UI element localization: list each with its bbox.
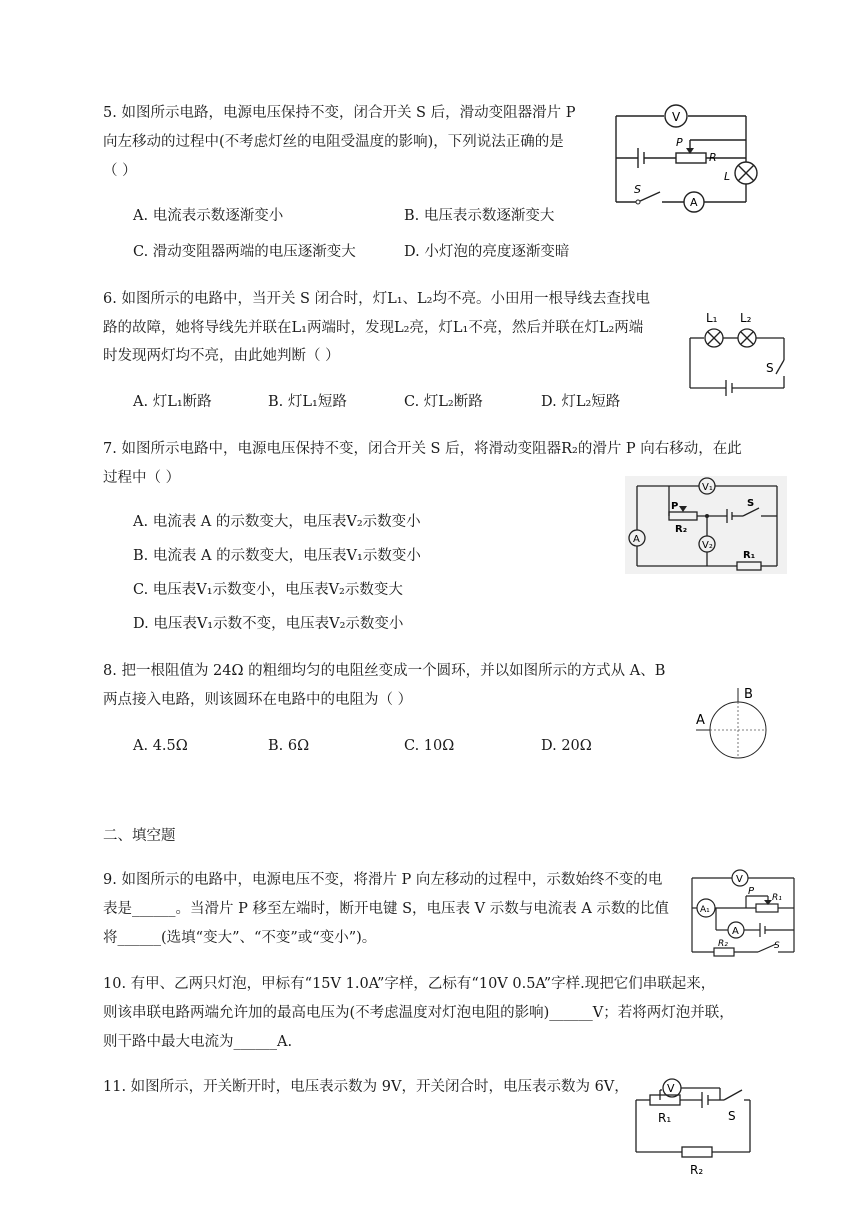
q9-line-2: 表是______。当滑片 P 移至左端时，断开电键 S，电压表 V 示数与电流表 A 示数的比值 (103, 901, 669, 917)
q7-fig-p: P (671, 501, 679, 512)
q8-fig-a: A (696, 713, 705, 728)
q10-line-1: 10. 有甲、乙两只灯泡，甲标有“15V 1.0A”字样，乙标有“10V 0.5A”字样.现把它们串联起来， (103, 976, 716, 992)
q5-circuit-figure (606, 98, 766, 218)
q5-option-d[interactable]: D. 小灯泡的亮度逐渐变暗 (404, 244, 570, 260)
q9-fig-r2: R₂ (718, 939, 728, 949)
q7-line-1: 7. 如图所示电路中，电源电压保持不变，闭合开关 S 后，将滑动变阻器R₂的滑片 P 向右移动，在此 (103, 441, 742, 457)
q9-line-3: 将______(选填“变大”、“不变”或“变小”)。 (103, 930, 377, 946)
q10-line-3: 则干路中最大电流为______A. (103, 1034, 293, 1050)
q6-fig-l2: L₂ (740, 311, 752, 325)
q7-option-b[interactable]: B. 电流表 A 的示数变大，电压表V₁示数变小 (133, 548, 421, 564)
q7-fig-r2: R₂ (675, 524, 688, 535)
q6-fig-s: S (766, 361, 774, 375)
q11-fig-s: S (728, 1109, 736, 1123)
q9-fig-a1: A₁ (700, 905, 710, 915)
q8-ring-figure (692, 684, 784, 760)
q5-fig-l: L (724, 170, 731, 183)
q7-line-2: 过程中（ ） (103, 470, 181, 486)
q7-option-d[interactable]: D. 电压表V₁示数不变，电压表V₂示数变小 (133, 616, 404, 632)
q8-fig-b: B (744, 687, 753, 702)
q6-line-3: 时发现两灯均不亮，由此她判断（ ） (103, 348, 340, 364)
q5-option-a[interactable]: A. 电流表示数逐渐变小 (133, 208, 284, 224)
q5-fig-v: V (672, 110, 681, 124)
q7-fig-s: S (747, 498, 755, 509)
q9-fig-r1: R₁ (772, 893, 782, 903)
q9-fig-a: A (732, 926, 739, 937)
q6-fig-l1: L₁ (706, 311, 718, 325)
q5-option-c[interactable]: C. 滑动变阻器两端的电压逐渐变大 (133, 244, 356, 260)
section-2-title: 二、填空题 (103, 828, 176, 844)
q5-line-3: （ ） (103, 163, 137, 179)
q9-fig-v: V (736, 874, 743, 885)
q5-fig-s: S (634, 183, 641, 196)
q8-option-a[interactable]: A. 4.5Ω (133, 738, 188, 754)
q6-line-2: 路的故障，她将导线先并联在L₁两端时，发现L₂亮，灯L₁不亮，然后并联在灯L₂两端 (103, 320, 644, 336)
q8-option-d[interactable]: D. 20Ω (541, 738, 592, 754)
q5-line-1: 5. 如图所示电路，电源电压保持不变，闭合开关 S 后，滑动变阻器滑片 P (103, 105, 576, 121)
q8-line-1: 8. 把一根阻值为 24Ω 的粗细均匀的电阻丝变成一个圆环，并以如图所示的方式从 A、B (103, 663, 666, 679)
q9-fig-s: S (774, 941, 780, 951)
q6-option-d[interactable]: D. 灯L₂短路 (541, 394, 621, 410)
q6-option-b[interactable]: B. 灯L₁短路 (268, 394, 347, 410)
q7-option-c[interactable]: C. 电压表V₁示数变小，电压表V₂示数变大 (133, 582, 403, 598)
q11-fig-v: V (667, 1082, 675, 1095)
q7-circuit-figure (625, 476, 787, 574)
q6-line-1: 6. 如图所示的电路中，当开关 S 闭合时，灯L₁、L₂均不亮。小田用一根导线去查找电 (103, 291, 650, 307)
q5-fig-r: R (709, 151, 717, 164)
q5-line-2: 向左移动的过程中(不考虑灯丝的电阻受温度的影响)，下列说法正确的是 (103, 134, 564, 150)
q5-option-b[interactable]: B. 电压表示数逐渐变大 (404, 208, 555, 224)
q6-circuit-figure (684, 302, 794, 398)
q11-fig-r1: R₁ (658, 1111, 672, 1125)
q5-fig-p: P (676, 136, 683, 149)
q7-fig-v2: V₂ (702, 540, 713, 551)
q8-option-b[interactable]: B. 6Ω (268, 738, 310, 754)
q9-fig-p: P (748, 886, 755, 897)
q9-line-1: 9. 如图所示的电路中，电源电压不变，将滑片 P 向左移动的过程中，示数始终不变的电 (103, 872, 663, 888)
q8-line-2: 两点接入电路，则该圆环在电路中的电阻为（ ） (103, 692, 413, 708)
q7-fig-v1: V₁ (702, 482, 713, 493)
q11-fig-r2: R₂ (690, 1163, 704, 1177)
q7-fig-a: A (633, 534, 640, 545)
q11-line-1: 11. 如图所示，开关断开时，电压表示数为 9V，开关闭合时，电压表示数为 6V， (103, 1079, 629, 1095)
q6-option-a[interactable]: A. 灯L₁断路 (133, 394, 212, 410)
q11-circuit-figure (630, 1074, 760, 1178)
q10-line-2: 则该串联电路两端允许加的最高电压为(不考虑温度对灯泡电阻的影响)______V；若将两灯泡并联， (103, 1005, 734, 1021)
q6-option-c[interactable]: C. 灯L₂断路 (404, 394, 483, 410)
q8-option-c[interactable]: C. 10Ω (404, 738, 455, 754)
q5-fig-a: A (690, 196, 698, 209)
q7-fig-r1: R₁ (743, 550, 756, 561)
q9-circuit-figure (686, 866, 798, 958)
q7-option-a[interactable]: A. 电流表 A 的示数变大，电压表V₂示数变小 (133, 514, 421, 530)
